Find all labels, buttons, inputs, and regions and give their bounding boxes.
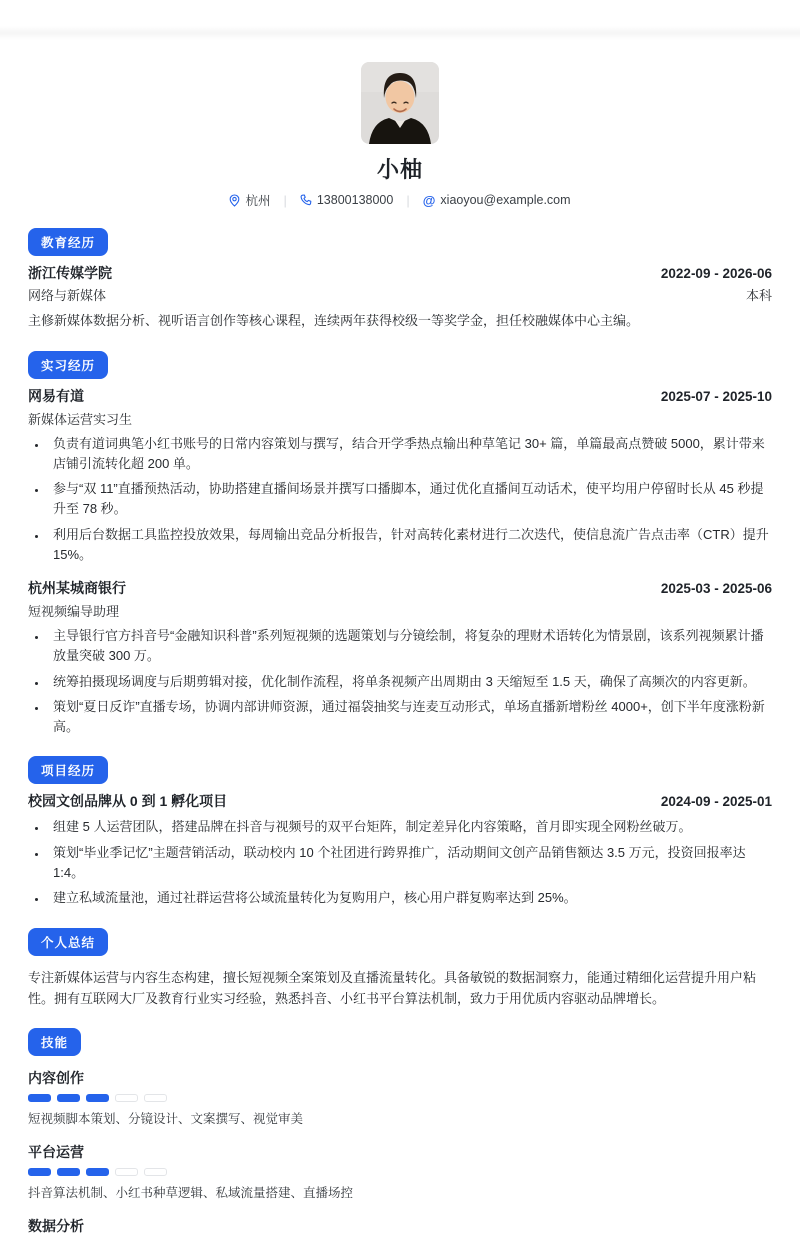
major-name: 网络与新媒体 xyxy=(28,288,107,303)
section-badge-skills: 技能 xyxy=(28,1028,81,1056)
skill-level-segment xyxy=(57,1094,80,1102)
internship-bullet-list xyxy=(28,626,772,737)
section-badge-projects: 项目经历 xyxy=(28,756,108,784)
skill-name: 平台运营 xyxy=(28,1143,84,1160)
bullet-item: • 参与“双 11”直播预热活动，协助搭建直播间场景并撰写口播脚本，通过优化直播间互动话术，使平均用户停留时长从 45 秒提升至 78 秒。 xyxy=(47,479,772,520)
phone-icon xyxy=(300,194,312,206)
bullet-item: • 利用后台数据工具监控投放效果，每周输出竞品分析报告，针对高转化素材进行二次迭代，使信息流广告点击率（CTR）提升 15%。 xyxy=(47,525,772,566)
education-description: 主修新媒体数据分析、视听语言创作等核心课程，连续两年获得校级一等奖学金，担任校融媒体中心主编。 xyxy=(28,313,640,328)
contact-divider: | xyxy=(283,192,287,208)
job-title: 新媒体运营实习生 xyxy=(28,411,133,427)
contact-phone-text: 13800138000 xyxy=(316,193,394,207)
section-internship xyxy=(28,351,772,738)
contact-location xyxy=(229,191,270,209)
skill-detail: 抖音算法机制、小红书种草逻辑、私域流量搭建、直播场控 xyxy=(28,1185,354,1200)
internship-date-range: 2025-03 - 2025-06 xyxy=(660,581,772,597)
internship-date-range: 2025-07 - 2025-10 xyxy=(660,388,772,404)
skill-name: 内容创作 xyxy=(28,1069,84,1086)
skill-level-segment xyxy=(115,1094,138,1102)
school-name: 浙江传媒学院 xyxy=(28,265,112,281)
resume-header xyxy=(28,62,772,209)
section-skills xyxy=(28,1028,772,1236)
section-summary xyxy=(28,928,772,1009)
project-entry xyxy=(28,791,772,908)
skill-level-segment xyxy=(144,1094,167,1102)
skill-level-bar xyxy=(28,1094,772,1102)
contact-phone xyxy=(300,193,393,207)
bullet-item: • 负责有道词典笔小红书账号的日常内容策划与撰写，结合开学季热点输出种草笔记 30+ 篇，单篇最高点赞破 5000，累计带来店铺引流转化超 200 单。 xyxy=(47,434,772,475)
skill-level-segment xyxy=(28,1094,51,1102)
section-badge-education: 教育经历 xyxy=(28,228,108,256)
section-badge-internship: 实习经历 xyxy=(28,351,108,379)
at-sign-icon: @ xyxy=(422,192,436,208)
bullet-item: • 统筹拍摄现场调度与后期剪辑对接，优化制作流程，将单条视频产出周期由 3 天缩短至 1.5 天，确保了高频次的内容更新。 xyxy=(47,672,772,692)
skill-level-segment xyxy=(28,1168,51,1176)
skill-name: 数据分析 xyxy=(28,1217,84,1234)
profile-photo-illustration xyxy=(361,62,439,144)
skill-level-segment xyxy=(86,1094,109,1102)
contact-email xyxy=(423,193,571,207)
project-name: 校园文创品牌从 0 到 1 孵化项目 xyxy=(28,793,228,810)
skill-level-segment xyxy=(144,1168,167,1176)
section-projects xyxy=(28,756,772,908)
contact-divider: | xyxy=(406,192,410,208)
education-date-range: 2022-09 - 2026-06 xyxy=(660,266,772,281)
location-pin-icon xyxy=(229,194,240,207)
bullet-item: • 主导银行官方抖音号“金融知识科普”系列短视频的选题策划与分镜绘制，将复杂的理财术语转化为情景剧，该系列视频累计播放量突破 300 万。 xyxy=(47,626,772,667)
company-name: 网易有道 xyxy=(28,387,84,404)
skill-detail: 短视频脚本策划、分镜设计、文案撰写、视觉审美 xyxy=(28,1111,304,1126)
project-date-range: 2024-09 - 2025-01 xyxy=(660,794,772,810)
contact-location-text: 杭州 xyxy=(245,194,271,208)
skill-level-segment xyxy=(86,1168,109,1176)
bullet-item: • 策划“夏日反诈”直播专场，协调内部讲师资源，通过福袋抽奖与连麦互动形式，单场直播新增粉丝 4000+，创下半年度涨粉新高。 xyxy=(47,697,772,738)
skill-level-bar xyxy=(28,1168,772,1176)
bullet-item: • 组建 5 人运营团队，搭建品牌在抖音与视频号的双平台矩阵，制定差异化内容策略，首月即实现全网粉丝破万。 xyxy=(47,817,772,837)
contact-email-text: xiaoyou@example.com xyxy=(440,193,571,207)
skill-level-segment xyxy=(57,1168,80,1176)
section-badge-summary: 个人总结 xyxy=(28,928,108,956)
bullet-item: • 策划“毕业季记忆”主题营销活动，联动校内 10 个社团进行跨界推广，活动期间文创产品销售额达 3.5 万元，投资回报率达 1:4。 xyxy=(47,843,772,884)
skill-item xyxy=(28,1068,772,1127)
bullet-item: • 建立私域流量池，通过社群运营将公域流量转化为复购用户，核心用户群复购率达到 25%。 xyxy=(47,888,772,908)
company-name: 杭州某城商银行 xyxy=(28,580,126,597)
education-entry xyxy=(28,263,772,332)
summary-text: 专注新媒体运营与内容生态构建，擅长短视频全案策划及直播流量转化。具备敏锐的数据洞察力，能通过精细化运营提升用户粘性。拥有互联网大厂及教育行业实习经验，熟悉抖音、小红书平台算法机制，致力于用优质内容驱动品牌增长。 xyxy=(28,969,757,1006)
project-bullet-list xyxy=(28,817,772,908)
internship-entry xyxy=(28,386,772,566)
skill-item xyxy=(28,1142,772,1201)
degree-label: 本科 xyxy=(745,288,772,303)
contact-row xyxy=(28,191,772,209)
section-education xyxy=(28,228,772,332)
skill-item xyxy=(28,1216,772,1236)
job-title: 短视频编导助理 xyxy=(28,604,120,620)
internship-bullet-list xyxy=(28,434,772,566)
internship-entry xyxy=(28,578,772,737)
profile-photo xyxy=(361,62,439,144)
skill-level-segment xyxy=(115,1168,138,1176)
candidate-name: 小柚 xyxy=(376,157,423,182)
